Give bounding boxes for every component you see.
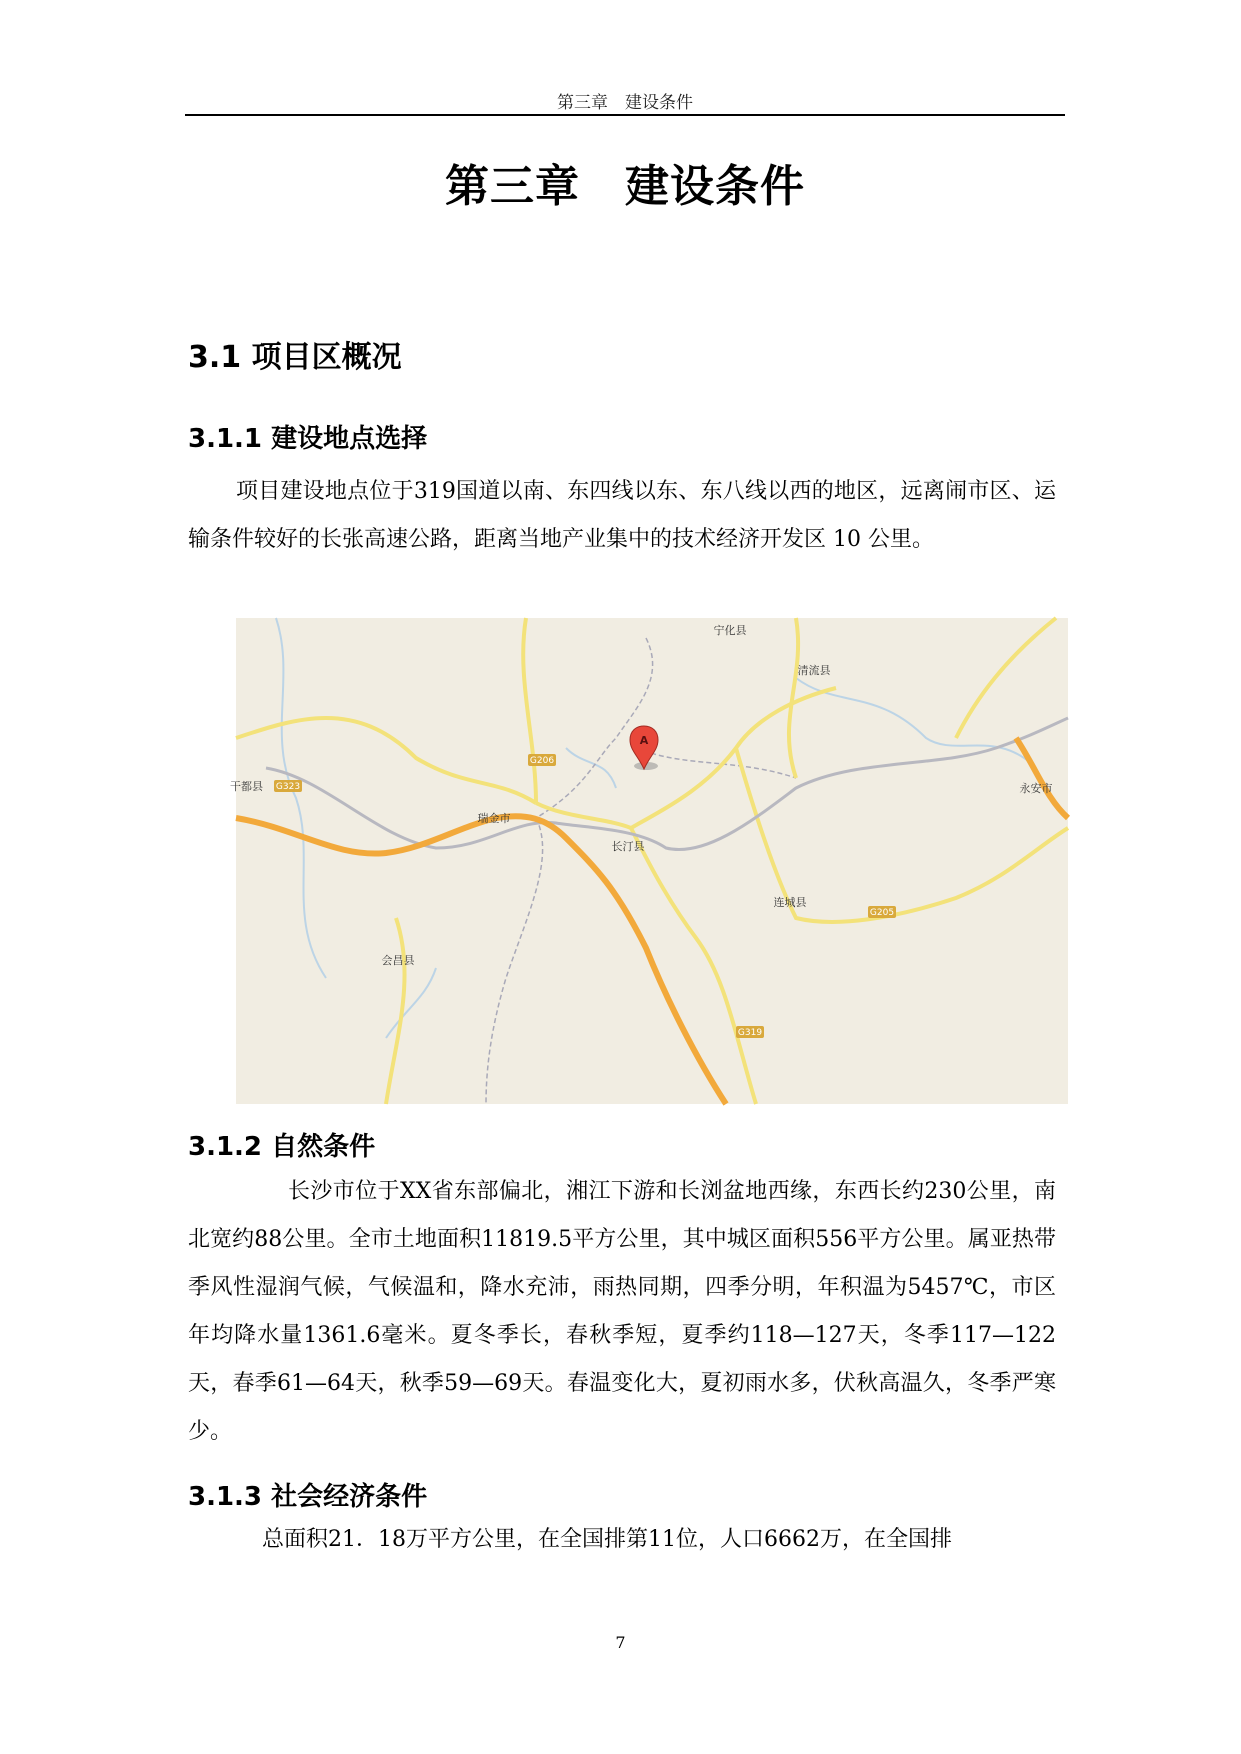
road-shield-g206: G206 [529, 756, 555, 766]
road-shield-g323: G323 [275, 782, 301, 792]
map-label-ruijin: 瑞金市 [477, 812, 511, 825]
section-3-1-heading: 3.1 项目区概况 [188, 340, 402, 375]
chapter-title: 第三章 建设条件 [445, 161, 805, 212]
natural-conditions-paragraph: 长沙市位于XX省东部偏北，湘江下游和长浏盆地西缘，东西长约230公里，南北宽约88公里。全市土地面积11819.5平方公里，其中城区面积556平方公里。属亚热带季风性湿润气候，气候温和，降水充沛，雨热同期，四季分明，年积温为5457℃，市区年均降水量1361.6毫米。夏冬季长，春秋季短，夏季约118—127天，冬季117—122天，春季61—64天，秋季59—69天。春温变化大，夏初雨水多，伏秋高温久，冬季严寒少。 [188, 1179, 1056, 1444]
map-label-huichang: 会昌县 [381, 954, 415, 967]
running-header: 第三章 建设条件 [557, 93, 693, 113]
map-label-qingliu: 清流县 [797, 664, 831, 677]
map-label-yongan: 永安市 [1019, 782, 1053, 795]
map-label-changting: 长汀县 [611, 840, 645, 853]
road-shield-g205: G205 [869, 908, 895, 918]
section-3-1-1-heading: 3.1.1 建设地点选择 [188, 424, 428, 454]
marker-label: A [639, 734, 649, 747]
map-label-ganxian: 干都县 [230, 780, 263, 793]
map-label-ninghua: 宁化县 [713, 624, 747, 637]
road-shield-g319: G319 [737, 1028, 763, 1038]
map-label-liancheng: 连城县 [773, 896, 807, 909]
site-selection-paragraph: 项目建设地点位于319国道以南、东四线以东、东八线以西的地区，远离闹市区、运输条件较好的长张高速公路，距离当地产业集中的技术经济开发区 10 公里。 [188, 479, 1056, 552]
location-map [230, 618, 1068, 1104]
page-number: 7 [615, 1633, 626, 1652]
header-rule [185, 114, 1065, 116]
section-3-1-2-heading: 3.1.2 自然条件 [188, 1132, 376, 1162]
section-3-1-3-heading: 3.1.3 社会经济条件 [188, 1482, 428, 1512]
socioeconomic-paragraph: 总面积21．18万平方公里，在全国排第11位，人口6662万，在全国排 [262, 1527, 952, 1552]
